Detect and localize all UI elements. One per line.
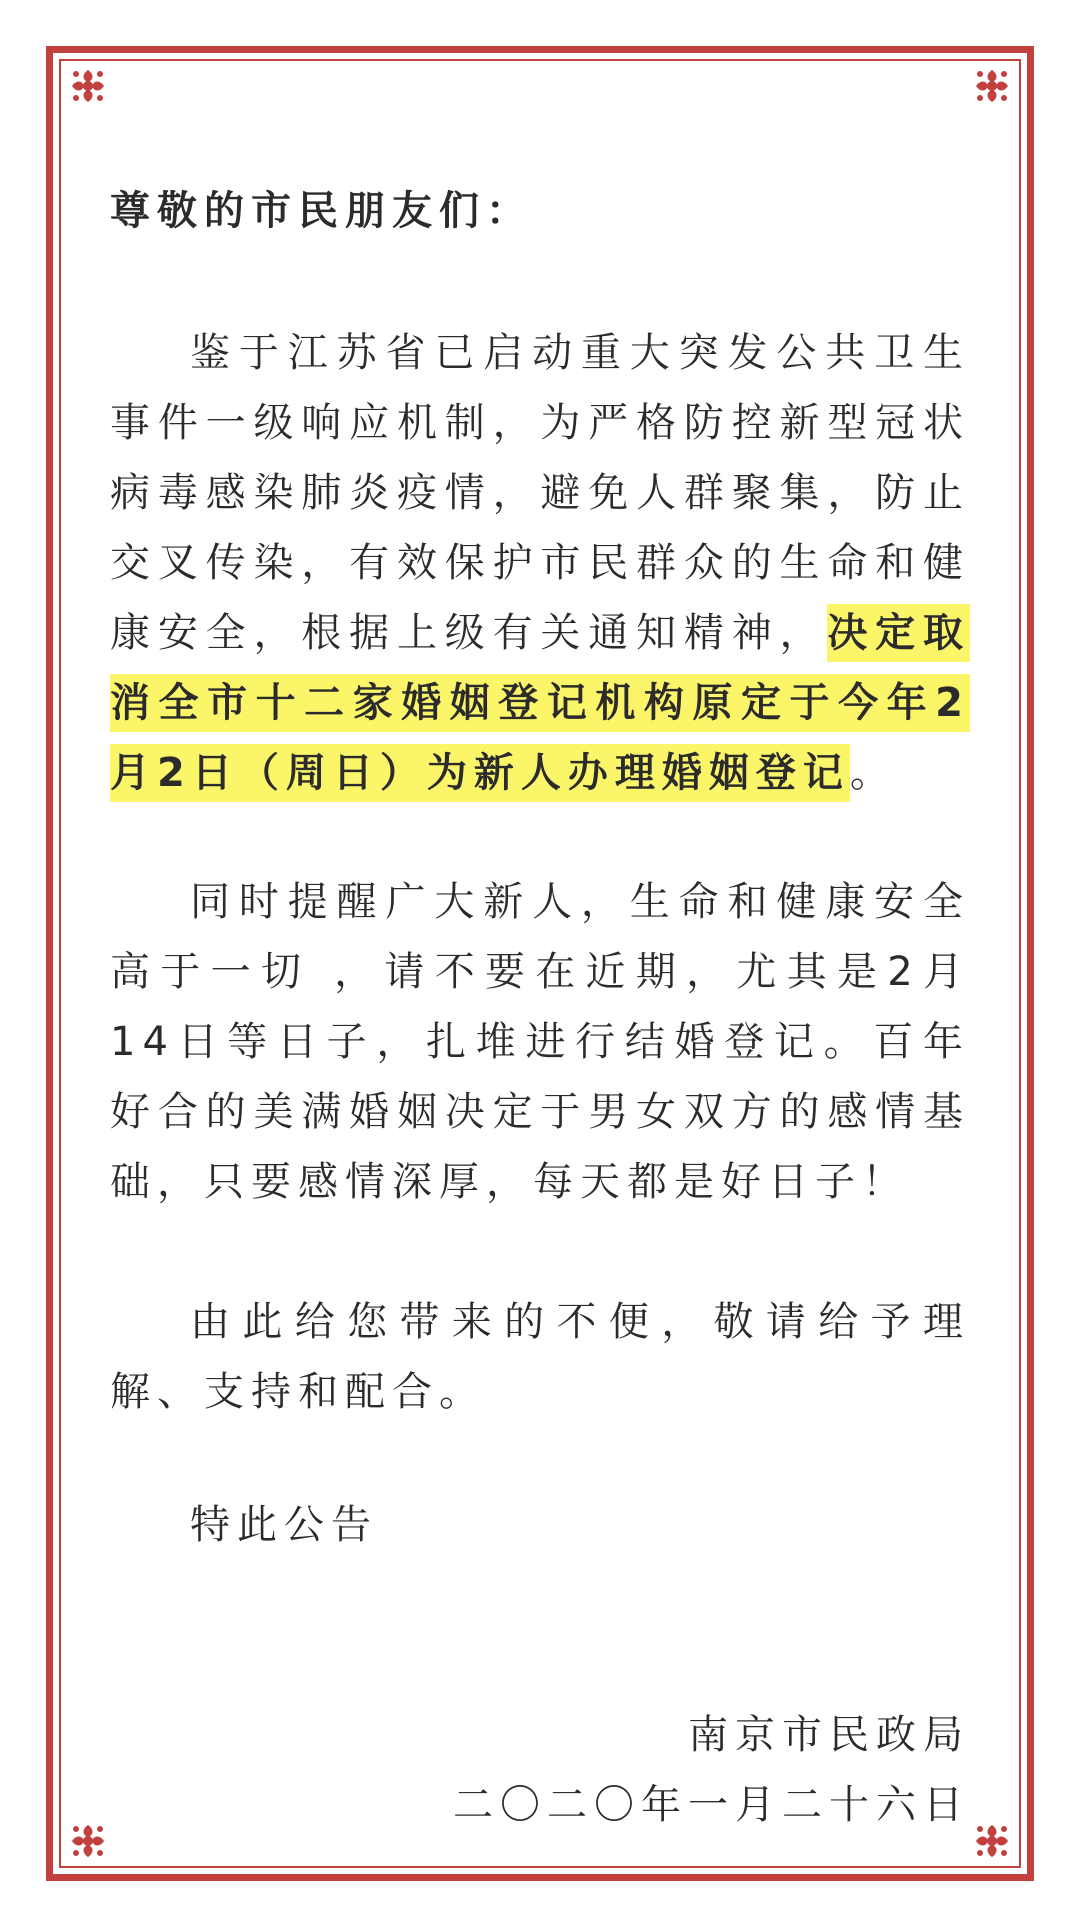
paragraph-notice: 特此公告	[190, 1502, 378, 1548]
paragraph-lead: 鉴于江苏省已启动重大突发公共卫生事件一级响应机制，为严格防控新型冠状病毒感染肺炎疫情，避免人群聚集，防止交叉传染，有效保护市民群众的生命和健康安全，根据上级有关通知精神，	[110, 330, 970, 656]
paragraph-tail: 。	[849, 750, 897, 796]
greeting: 尊敬的市民朋友们：	[110, 188, 533, 234]
paragraph-cancellation	[110, 318, 970, 808]
corner-ornament-icon	[68, 1821, 108, 1861]
corner-ornament-icon	[972, 1821, 1012, 1861]
signature-org: 南京市民政局	[688, 1712, 970, 1758]
paragraph-reminder: 同时提醒广大新人，生命和健康安全高于一切 ，请不要在近期，尤其是2月14日等日子，扎堆进行结婚登记。百年好合的美满婚姻决定于男女双方的感情基础，只要感情深厚，每天都是好日子！	[110, 879, 970, 1205]
paragraph-apology: 由此给您带来的不便，敬请给予理解、支持和配合。	[110, 1299, 970, 1415]
highlighted-decision: 决定取消全市十二家婚姻登记机构原定于今年2月2日（周日）为新人办理婚姻登记	[110, 604, 970, 802]
signature-date: 二〇二〇年一月二十六日	[453, 1782, 970, 1828]
corner-ornament-icon	[972, 66, 1012, 106]
corner-ornament-icon	[68, 66, 108, 106]
